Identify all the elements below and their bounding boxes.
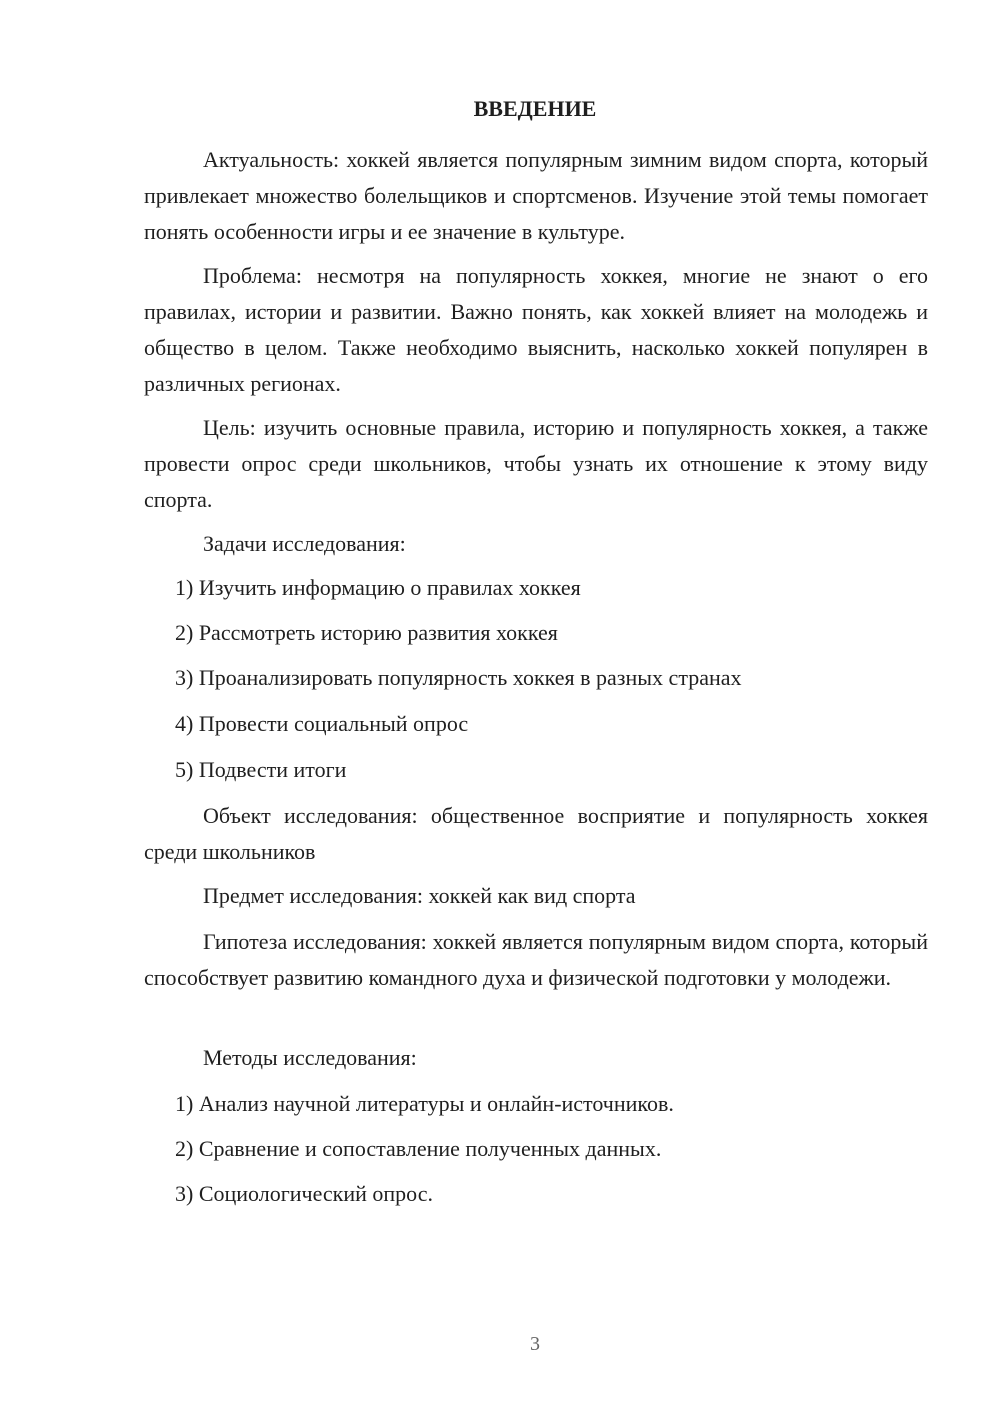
goal-paragraph: Цель: изучить основные правила, историю и популярность хоккея, а также провести опрос среди школьников, чтобы узнать их отношение к этому виду спорта. bbox=[144, 415, 928, 512]
page-title: ВВЕДЕНИЕ bbox=[473, 96, 597, 121]
hypothesis-paragraph: Гипотеза исследования: хоккей является популярным видом спорта, который способствует развитию командного духа и физической подготовки у молодежи. bbox=[144, 929, 928, 990]
method-list-item: 3) Социологический опрос. bbox=[175, 1181, 433, 1206]
relevance-paragraph: Актуальность: хоккей является популярным зимним видом спорта, который привлекает множество болельщиков и спортсменов. Изучение этой темы помогает понять особенности игры и ее значение в культуре. bbox=[144, 147, 928, 244]
tasks-heading: Задачи исследования: bbox=[203, 531, 406, 556]
task-list-item: 5) Подвести итоги bbox=[175, 757, 347, 782]
task-list-item: 2) Рассмотреть историю развития хоккея bbox=[175, 620, 558, 645]
method-list-item: 2) Сравнение и сопоставление полученных данных. bbox=[175, 1136, 662, 1161]
object-paragraph: Объект исследования: общественное восприятие и популярность хоккея среди школьников bbox=[144, 803, 928, 864]
problem-paragraph: Проблема: несмотря на популярность хоккея, многие не знают о его правилах, истории и развитии. Важно понять, как хоккей влияет на молодежь и общество в целом. Также необходимо выяснить, насколько хоккей популярен в различных регионах. bbox=[144, 263, 928, 396]
task-list-item: 1) Изучить информацию о правилах хоккея bbox=[175, 575, 581, 600]
page-number: 3 bbox=[530, 1333, 540, 1355]
task-list-item: 4) Провести социальный опрос bbox=[175, 711, 469, 736]
method-list-item: 1) Анализ научной литературы и онлайн-источников. bbox=[175, 1091, 674, 1116]
methods-heading: Методы исследования: bbox=[203, 1045, 417, 1070]
task-list-item: 3) Проанализировать популярность хоккея в разных странах bbox=[175, 665, 742, 690]
subject-paragraph: Предмет исследования: хоккей как вид спорта bbox=[203, 883, 636, 908]
